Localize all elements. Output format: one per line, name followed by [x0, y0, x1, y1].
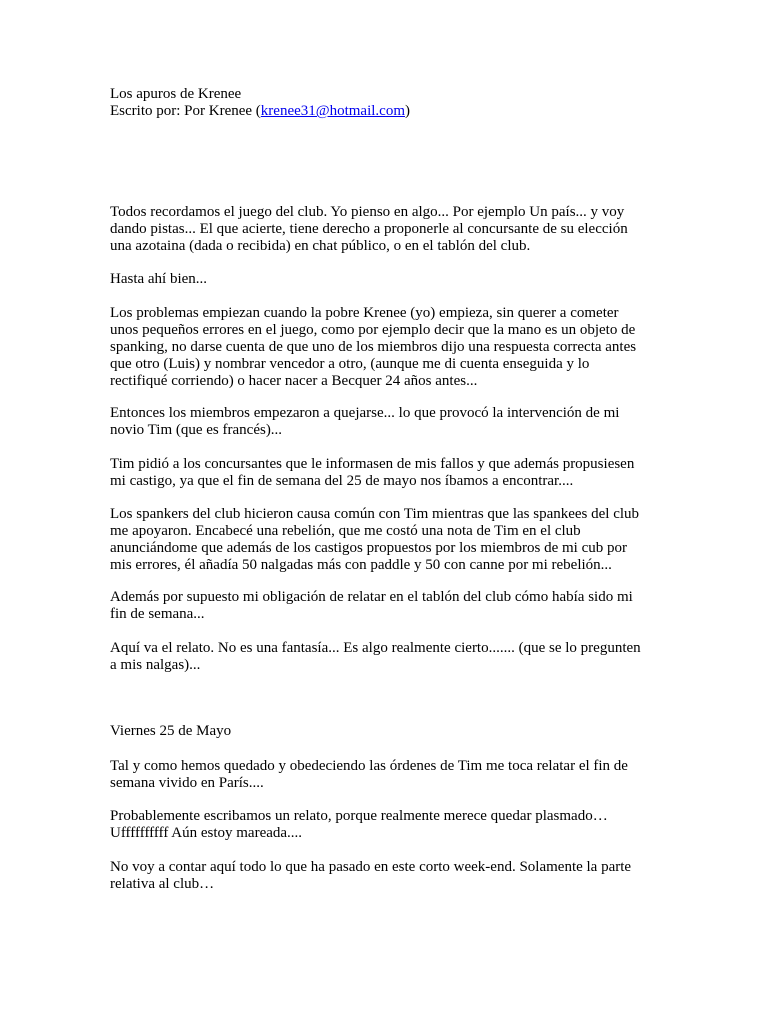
paragraph-line: Los spankers del club hicieron causa común con Tim mientras que las spankees del club — [110, 506, 640, 522]
document-title: Los apuros de Krenee — [110, 86, 242, 102]
paragraph-line: mis errores, él añadía 50 nalgadas más con paddle y 50 con canne por mi rebelión... — [110, 557, 612, 573]
paragraph-line: que otro (Luis) y nombrar vencedor a otro, (aunque me di cuenta enseguida y lo — [110, 356, 590, 372]
paragraph-line: rectifiqué corriendo) o hacer nacer a Becquer 24 años antes... — [110, 373, 478, 389]
paragraph-6 — [110, 506, 662, 574]
paragraph-line: novio Tim (que es francés)... — [110, 422, 283, 438]
paragraph-line: Tal y como hemos quedado y obedeciendo las órdenes de Tim me toca relatar el fin de — [110, 758, 628, 774]
paragraph-1 — [110, 204, 662, 255]
paragraph-line: fin de semana... — [110, 606, 205, 622]
paragraph-line: semana vivido en París.... — [110, 775, 264, 791]
paragraph-line: Los problemas empiezan cuando la pobre Krenee (yo) empieza, sin querer a cometer — [110, 305, 619, 321]
paragraph-line: relativa al club… — [110, 876, 215, 892]
paragraph-line: Además por supuesto mi obligación de relatar en el tablón del club cómo había sido mi — [110, 589, 633, 605]
paragraph-line: dando pistas... El que acierte, tiene derecho a proponerle al concursante de su elección — [110, 221, 628, 237]
paragraph-11 — [110, 859, 662, 893]
paragraph-line: Entonces los miembros empezaron a quejarse... lo que provocó la intervención de mi — [110, 405, 620, 421]
section-date-heading — [110, 723, 662, 740]
paragraph-line: unos pequeños errores en el juego, como por ejemplo decir que la mano es un objeto de — [110, 322, 636, 338]
author-prefix: Escrito por: Por Krenee ( — [110, 103, 261, 119]
header-block — [110, 86, 662, 120]
author-email-link[interactable]: krenee31@hotmail.com — [260, 103, 405, 119]
paragraph-4 — [110, 405, 662, 439]
author-suffix: ) — [404, 103, 410, 119]
paragraph-line: mi castigo, ya que el fin de semana del 25 de mayo nos íbamos a encontrar.... — [110, 473, 574, 489]
paragraph-line: anunciándome que además de los castigos propuestos por los miembros de mi cub por — [110, 540, 627, 556]
paragraph-line: Uffffffffff Aún estoy mareada.... — [110, 825, 303, 841]
paragraph-line: una azotaina (dada o recibida) en chat público, o en el tablón del club. — [110, 238, 531, 254]
paragraph-line: Viernes 25 de Mayo — [110, 723, 232, 739]
paragraph-5 — [110, 456, 662, 490]
paragraph-line: me apoyaron. Encabecé una rebelión, que me costó una nota de Tim en el club — [110, 523, 581, 539]
paragraph-8 — [110, 640, 662, 674]
paragraph-2 — [110, 271, 662, 288]
paragraph-line: Tim pidió a los concursantes que le informasen de mis fallos y que además propusiesen — [110, 456, 635, 472]
paragraph-line: Aquí va el relato. No es una fantasía... Es algo realmente cierto....... (que se lo pregunten — [110, 640, 641, 656]
paragraph-line: Probablemente escribamos un relato, porque realmente merece quedar plasmado… — [110, 808, 608, 824]
paragraph-line: spanking, no darse cuenta de que uno de los miembros dijo una respuesta correcta antes — [110, 339, 637, 355]
paragraph-line: a mis nalgas)... — [110, 657, 201, 673]
paragraph-line: Hasta ahí bien... — [110, 271, 208, 287]
paragraph-line: Todos recordamos el juego del club. Yo pienso en algo... Por ejemplo Un país... y voy — [110, 204, 625, 220]
paragraph-7 — [110, 589, 662, 623]
paragraph-9 — [110, 758, 662, 792]
author-line — [110, 103, 662, 120]
paragraph-3 — [110, 305, 662, 390]
paragraph-line: No voy a contar aquí todo lo que ha pasado en este corto week-end. Solamente la parte — [110, 859, 632, 875]
paragraph-10 — [110, 808, 662, 842]
